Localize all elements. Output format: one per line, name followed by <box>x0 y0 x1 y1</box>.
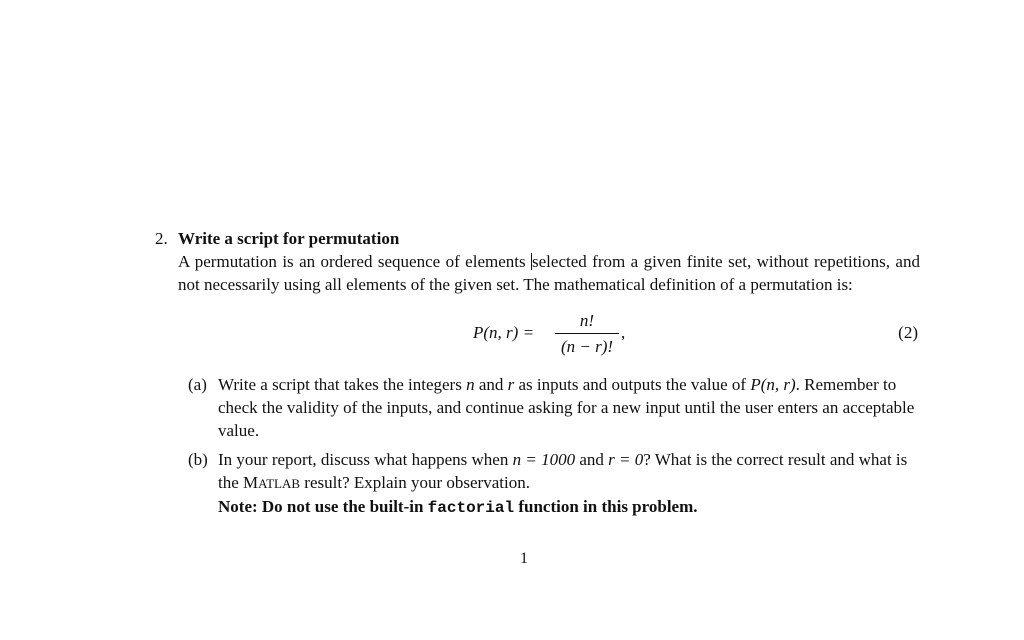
part-b-text-1: In your report, discuss what happens when <box>218 450 513 469</box>
part-a <box>188 373 920 442</box>
equation-comma: , <box>621 323 626 342</box>
equation-numerator: n! <box>579 311 595 330</box>
equation-fraction <box>555 310 619 358</box>
note <box>218 497 698 516</box>
condition-r: r = 0 <box>608 450 644 469</box>
matlab-m: M <box>243 473 259 492</box>
page-number: 1 <box>520 550 528 567</box>
part-a-body <box>218 373 920 442</box>
intro-text-2: selected from a given finite set, without repetitions, and not necessarily using all elements of the given set. The mathematical definition of a permutation is: <box>178 252 920 294</box>
var-r: r <box>507 375 515 394</box>
part-a-label: (a) <box>188 375 207 394</box>
note-code: factorial <box>427 499 515 517</box>
equation-number: (2) <box>898 323 918 342</box>
expr-p-n-r: P(n, r) <box>750 375 796 394</box>
note-text-1: Note: Do not use the built-in <box>218 497 428 516</box>
part-a-text-4: . Remember to check the validity of the inputs, and continue asking for a new input until the user enters an acceptable value. <box>218 375 915 440</box>
problem-title: Write a script for permutation <box>178 229 400 248</box>
equation-func: P <box>473 323 484 342</box>
part-b-label: (b) <box>188 450 208 469</box>
part-b-text-2: and <box>575 450 609 469</box>
var-n: n <box>466 375 475 394</box>
matlab-rest: ATLAB <box>258 476 301 491</box>
part-a-text-2: and <box>474 375 508 394</box>
problem-intro <box>178 250 920 296</box>
equation-args: (n, r) = <box>483 323 535 342</box>
intro-text-1: A permutation is an ordered sequence of elements <box>178 252 532 271</box>
part-a-text-3: as inputs and outputs the value of <box>514 375 751 394</box>
fraction-bar <box>555 333 619 334</box>
equation-denominator: (n − r)! <box>560 337 614 356</box>
part-b <box>188 448 920 520</box>
note-text-2: function in this problem. <box>514 497 698 516</box>
problem-number: 2. <box>155 229 168 248</box>
equation-lhs <box>473 323 534 343</box>
part-b-text-3: ? What is the correct result and what is the <box>218 450 908 492</box>
part-b-body <box>218 448 920 520</box>
problem-parts <box>188 373 920 526</box>
part-b-text-4: result? Explain your observation. <box>300 473 530 492</box>
permutation-equation <box>155 310 920 360</box>
part-a-text-1: Write a script that takes the integers <box>218 375 467 394</box>
condition-n: n = 1000 <box>512 450 576 469</box>
